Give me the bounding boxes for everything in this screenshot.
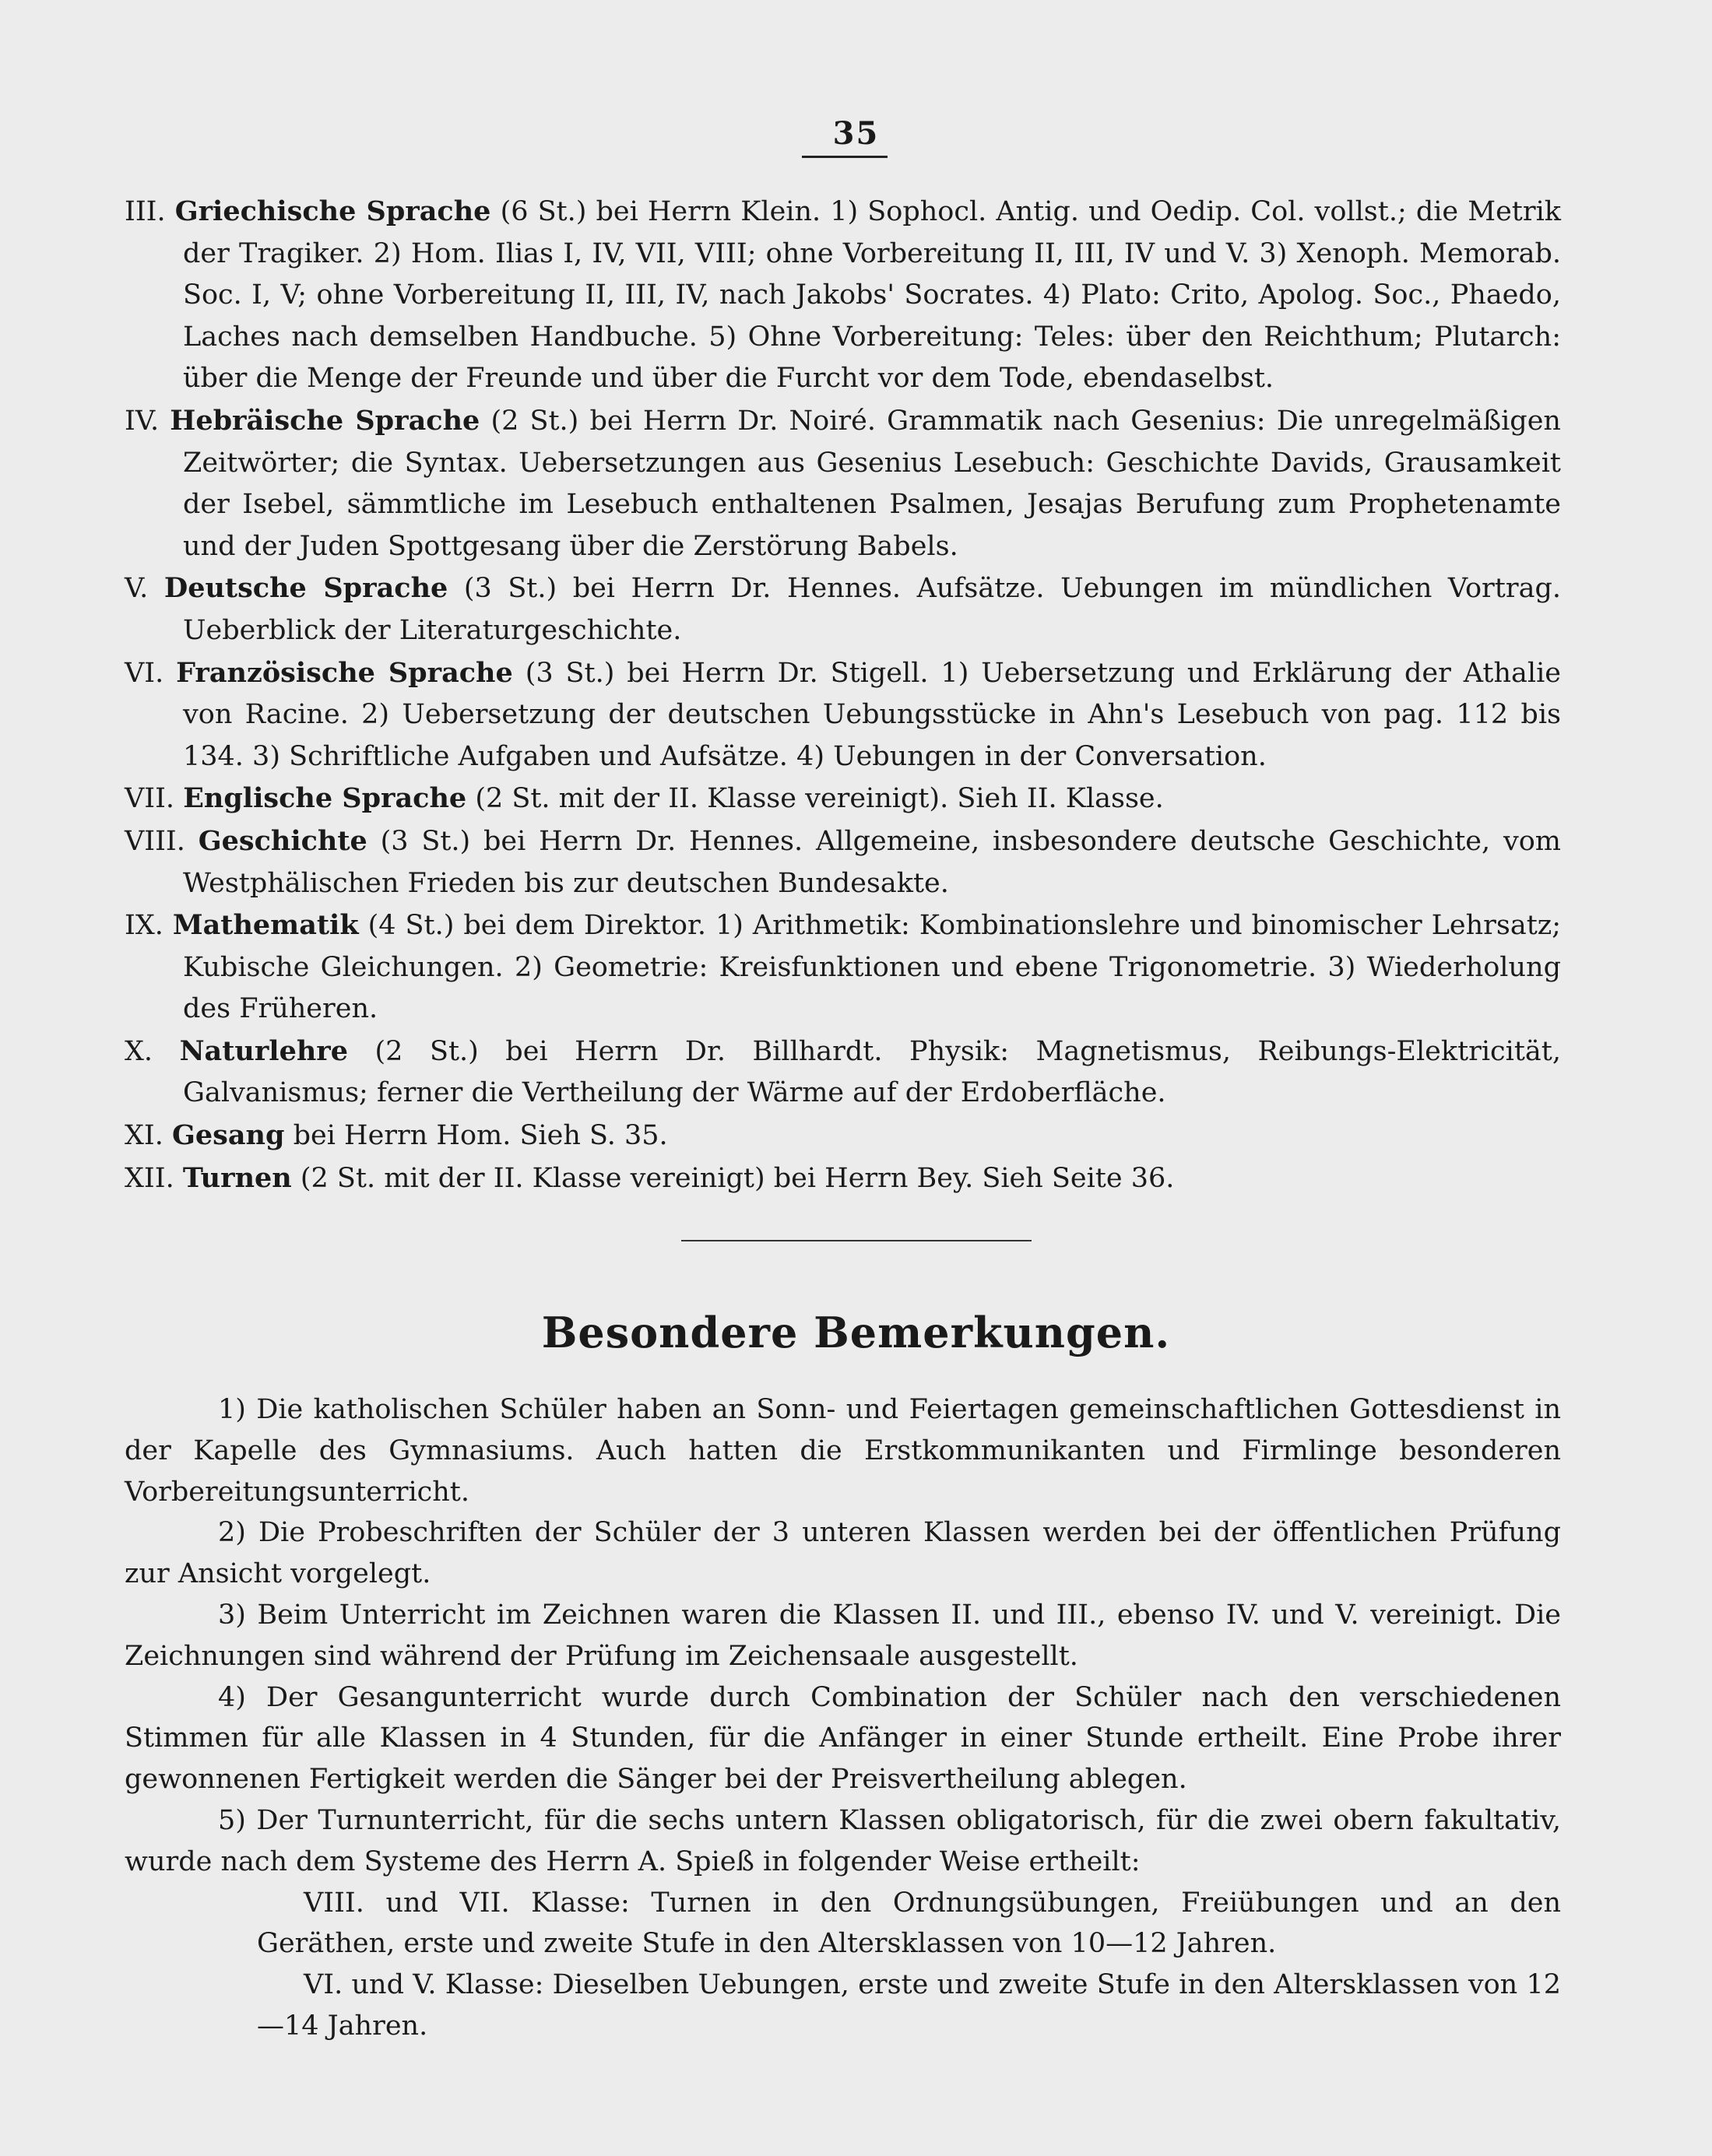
curriculum-entry-gesang <box>125 1115 1561 1157</box>
entry-text: bei Herrn Hom. Sieh S. 35. <box>293 1120 668 1152</box>
entry-number: VI. <box>125 657 164 689</box>
entry-text: (3 St.) bei Herrn Dr. Stigell. 1) Uebersetzung und Erklärung der Athalie von Racine. 2) Uebersetzung der deutschen Uebungsstücke in Ahn's Lesebuch von pag. 112 bis 134. 3) Schriftliche Aufgaben und Aufsätze. 4) Uebungen in der Conversation. <box>183 657 1561 772</box>
entry-subject: Geschichte <box>198 824 367 857</box>
curriculum-entry-deutsch <box>125 567 1561 651</box>
curriculum-entry-franzoesisch <box>125 652 1561 778</box>
entry-number: XII. <box>125 1162 174 1194</box>
gym-class-item: VIII. und VII. Klasse: Turnen in den Ordnungsübungen, Freiübungen und an den Geräthen, erste und zweite Stufe in den Altersklassen von 10—12 Jahren. <box>257 1887 1561 1960</box>
entry-text: (3 St.) bei Herrn Dr. Hennes. Aufsätze. Uebungen im mündlichen Vortrag. Ueberblick der Literaturgeschichte. <box>183 573 1561 646</box>
entry-number: VIII. <box>125 825 185 857</box>
curriculum-list <box>125 191 1561 1199</box>
entry-subject: Gesang <box>172 1119 285 1152</box>
entry-text: (2 St.) bei Herrn Dr. Noiré. Grammatik nach Gesenius: Die unregelmäßigen Zeitwörter; die Syntax. Uebersetzungen aus Gesenius Lesebuch: Geschichte Davids, Grausamkeit der Isebel, sämmtliche im Lesebuch enthaltenen Psalmen, Jesajas Berufung zum Prophetenamte und der Juden Spottgesang über die Zerstörung Babels. <box>183 405 1561 562</box>
entry-text: (2 St.) bei Herrn Dr. Billhardt. Physik: Magnetismus, Reibungs-Elektricität, Galvanismus; ferner die Vertheilung der Wärme auf der Erdoberfläche. <box>183 1035 1561 1109</box>
section-divider <box>681 1240 1032 1241</box>
entry-subject: Englische Sprache <box>183 782 467 815</box>
page-number-rule <box>802 156 888 158</box>
remark-item: 4) Der Gesangunterricht wurde durch Combination der Schüler nach den verschiedenen Stimmen für alle Klassen in 4 Stunden, für die Anfänger in einer Stunde ertheilt. Eine Probe ihrer gewonnenen Fertigkeit werden die Sänger bei der Preisvertheilung ablegen. <box>125 1681 1561 1796</box>
curriculum-entry-mathematik <box>125 904 1561 1031</box>
page-number: 35 <box>832 115 880 152</box>
curriculum-entry-turnen <box>125 1157 1561 1200</box>
entry-number: IV. <box>125 405 160 437</box>
curriculum-entry-geschichte <box>125 820 1561 904</box>
entry-subject: Griechische Sprache <box>174 195 491 227</box>
entry-text: (4 St.) bei dem Direktor. 1) Arithmetik: Kombinationslehre und binomischer Lehrsatz; Kubische Gleichungen. 2) Geometrie: Kreisfunktionen und ebene Trigonometrie. 3) Wiederholung des Früheren. <box>183 910 1561 1025</box>
entry-subject: Naturlehre <box>179 1034 349 1067</box>
curriculum-entry-naturlehre <box>125 1031 1561 1115</box>
remark-item: 3) Beim Unterricht im Zeichnen waren die Klassen II. und III., ebenso IV. und V. vereinigt. Die Zeichnungen sind während der Prüfung im Zeichensaale ausgestellt. <box>125 1599 1561 1672</box>
entry-subject: Deutsche Sprache <box>163 572 448 605</box>
entry-number: XI. <box>125 1120 163 1152</box>
section-heading: Besondere Bemerkungen. <box>541 1308 1171 1357</box>
entry-text: (6 St.) bei Herrn Klein. 1) Sophocl. Antig. und Oedip. Col. vollst.; die Metrik der Tragiker. 2) Hom. Ilias I, IV, VII, VIII; ohne Vorbereitung II, III, IV und V. 3) Xenoph. Memorab. Soc. I, V; ohne Vorbereitung II, III, IV, nach Jakobs' Socrates. 4) Plato: Crito, Apolog. Soc., Phaedo, Laches nach demselben Handbuche. 5) Ohne Vorbereitung: Teles: über den Reichthum; Plutarch: über die Menge der Freunde und über die Furcht vor dem Tode, ebendaselbst. <box>183 196 1561 395</box>
entry-number: III. <box>125 196 166 227</box>
entry-subject: Turnen <box>182 1161 292 1194</box>
gym-class-item: VI. und V. Klasse: Dieselben Uebungen, erste und zweite Stufe in den Altersklassen von 12—14 Jahren. <box>257 1969 1561 2042</box>
entry-text: (2 St. mit der II. Klasse vereinigt). Sieh II. Klasse. <box>475 783 1164 815</box>
remarks-list <box>125 1389 1561 2047</box>
entry-number: VII. <box>125 783 175 815</box>
remark-item: 2) Die Probeschriften der Schüler der 3 unteren Klassen werden bei der öffentlichen Prüfung zur Ansicht vorgelegt. <box>125 1517 1561 1590</box>
entry-subject: Mathematik <box>172 909 359 942</box>
entry-text: (3 St.) bei Herrn Dr. Hennes. Allgemeine, insbesondere deutsche Geschichte, vom Westphälischen Frieden bis zur deutschen Bundesakte. <box>183 825 1561 899</box>
entry-number: X. <box>125 1035 153 1067</box>
entry-number: IX. <box>125 910 163 942</box>
entry-subject: Hebräische Sprache <box>170 404 480 437</box>
curriculum-entry-englisch <box>125 778 1561 820</box>
entry-subject: Französische Sprache <box>176 656 513 689</box>
curriculum-entry-hebraeisch <box>125 400 1561 567</box>
remark-item: 1) Die katholischen Schüler haben an Sonn- und Feiertagen gemeinschaftlichen Gottesdienst in der Kapelle des Gymnasiums. Auch hatten die Erstkommunikanten und Firmlinge besonderen Vorbereitungsunterricht. <box>125 1394 1561 1508</box>
remark-item: 5) Der Turnunterricht, für die sechs untern Klassen obligatorisch, für die zwei obern fakultativ, wurde nach dem Systeme des Herrn A. Spieß in folgender Weise ertheilt: <box>125 1804 1561 1877</box>
entry-number: V. <box>125 573 149 605</box>
entry-text: (2 St. mit der II. Klasse vereinigt) bei Herrn Bey. Sieh Seite 36. <box>300 1162 1175 1194</box>
curriculum-entry-griechisch <box>125 191 1561 400</box>
